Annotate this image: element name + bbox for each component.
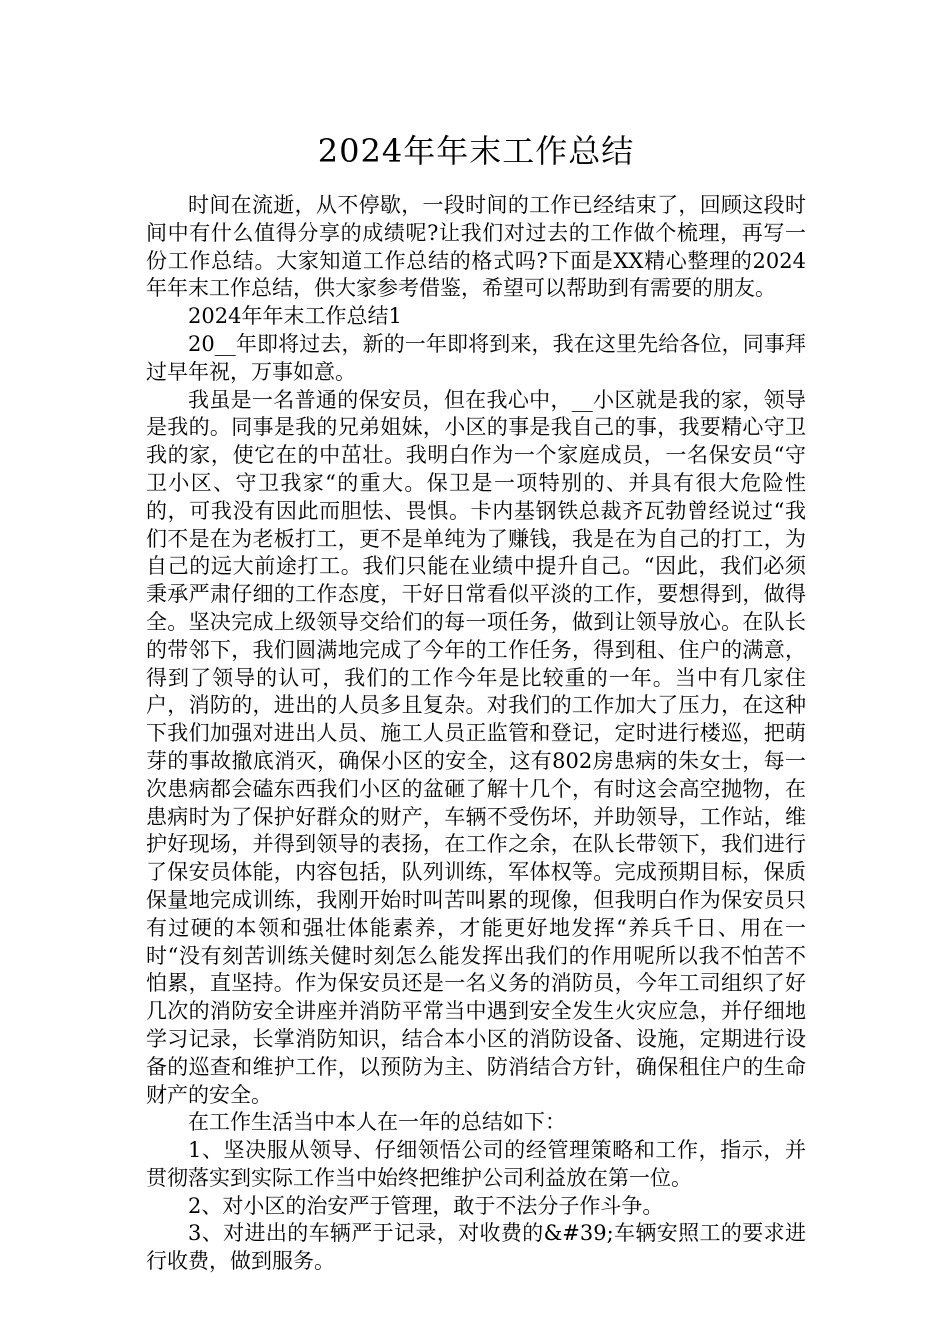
greeting-paragraph: 20__年即将过去，新的一年即将到来，我在这里先给各位，同事拜过早年祝，万事如意。 xyxy=(146,331,806,384)
summary-intro-paragraph: 在工作生活当中本人在一年的总结如下： xyxy=(188,1110,566,1135)
main-body-paragraph: 我虽是一名普通的保安员，但在我心中，__小区就是我的家，领导是我的。同事是我的兄弟姐妹，小区的事是我自己的事，我要精心守卫我的家，使它在的中茁壮。我明白作为一个家庭成员，一名保安员“守卫小区、守卫我家“的重大。保卫是一项特别的、并具有很大危险性的，可我没有因此而胆怯、畏惧。卡内基钢铁总裁齐瓦勃曾经说过“我们不是在为老板打工，更不是单纯为了赚钱，我是在为自己的打工，为自己的远大前途打工。我们只能在业绩中提升自己。“因此，我们必须秉承严肃仔细的工作态度，干好日常看似平淡的工作，要想得到，做得全。坚决完成上级领导交给们的每一项任务，做到让领导放心。在队长的带邻下，我们圆满地完成了今年的工作任务，得到租、住户的满意，得到了领导的认可，我们的工作今年是比较重的一年。当中有几家住户，消防的，进出的人员多且复杂。对我们的工作加大了压力，在这种下我们加强对进出人员、施工人员正监管和登记，定时进行楼巡，把萌芽的事故撤底消灭，确保小区的安全，这有802房患病的朱女士，每一次患病都会磕东西我们小区的盆砸了解十几个，有时这会高空抛物，在患病时为了保护好群众的财产，车辆不受伤坏，并助领导，工作站，维护好现场，并得到领导的表扬，在工作之余，在队长带领下，我们进行了保安员体能，内容包括，队列训练，军体权等。完成预期目标，保质保量地完成训练，我刚开始时叫苦叫累的现像，但我明白作为保安员只有过硬的本领和强壮体能素养，才能更好地发挥“养兵千日、用在一时“没有刻苦训练关健时刻怎么能发挥出我们的作用呢所以我不怕苦不怕累，直坚持。作为保安员还是一名义务的消防员，今年工司组织了好几次的消防安全讲座并消防平常当中遇到安全发生火灾应急，并仔细地学习记录，长掌消防知识，结合本小区的消防设备、设施，定期进行设备的巡查和维护工作，以预防为主、防消结合方针，确保租住户的生命财产的安全。 xyxy=(146,387,806,1107)
document-title: 2024年年末工作总结 xyxy=(317,132,635,170)
summary-item-3: 3、对进出的车辆严于记录，对收费的&#39;车辆安照工的要求进行收费，做到服务。 xyxy=(146,1221,806,1274)
intro-paragraph: 时间在流逝，从不停歇，一段时间的工作已经结束了，回顾这段时间中有什么值得分享的成绩呢?让我们对过去的工作做个梳理，再写一份工作总结。大家知道工作总结的格式吗?下面是XX精心整理的2024年年末工作总结，供大家参考借鉴，希望可以帮助到有需要的朋友。 xyxy=(146,193,806,301)
summary-item-2: 2、对小区的治安严于管理，敢于不法分子作斗争。 xyxy=(188,1193,664,1218)
summary-item-1: 1、坚决服从领导、仔细领悟公司的经管理策略和工作，指示，并贯彻落实到实际工作当中始终把维护公司利益放在第一位。 xyxy=(146,1138,806,1190)
section-heading: 2024年年末工作总结1 xyxy=(188,304,402,329)
document-page xyxy=(146,124,806,1276)
